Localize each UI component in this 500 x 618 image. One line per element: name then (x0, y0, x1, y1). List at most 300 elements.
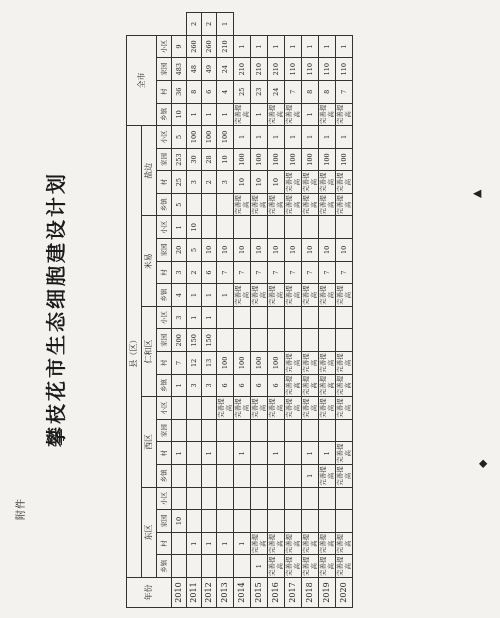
table-cell: 5 (172, 126, 187, 149)
table-row (234, 13, 251, 608)
table-cell (302, 510, 319, 533)
table-cell: 24 (268, 80, 285, 103)
table-cell: 100 (234, 352, 251, 375)
table-cell: 完善提高 (285, 172, 301, 192)
table-cell (172, 555, 187, 578)
table-cell (251, 487, 268, 510)
table-cell: 10 (217, 239, 234, 262)
table-cell (319, 329, 336, 352)
table-cell: 10 (336, 239, 353, 262)
plan-table (126, 12, 353, 608)
table-cell: 1 (268, 442, 285, 465)
table-cell (251, 510, 268, 533)
table-cell: 完善提高 (319, 104, 335, 125)
table-cell: 1 (251, 555, 268, 578)
table-cell (302, 487, 319, 510)
table-cell: 完善提高 (268, 104, 284, 125)
col-header: 乡镇 (157, 103, 172, 126)
table-cell: 9 (172, 35, 187, 58)
table-cell: 110 (285, 58, 302, 81)
table-cell: 4 (217, 80, 234, 103)
table-cell: 1 (202, 103, 217, 126)
table-cell: 完善提高 (302, 398, 318, 418)
table-cell: 7 (285, 261, 302, 284)
table-cell: 24 (217, 58, 234, 81)
table-cell (234, 487, 251, 510)
table-cell (172, 419, 187, 442)
table-cell: 1 (202, 442, 217, 465)
table-cell: 完善提高 (251, 194, 267, 215)
table-cell: 100 (217, 352, 234, 375)
table-cell: 2 (187, 13, 202, 36)
table-cell: 1 (187, 532, 202, 555)
table-cell: 完善提高 (336, 353, 352, 373)
year-cell: 2017 (285, 578, 302, 608)
table-cell: 6 (234, 374, 251, 397)
table-cell (319, 510, 336, 533)
year-cell: 2019 (319, 578, 336, 608)
table-cell (319, 487, 336, 510)
table-cell: 1 (217, 284, 234, 307)
scan-mark-2: ▲ (470, 189, 483, 198)
table-cell: 完善提高 (285, 533, 301, 554)
col-header: 村 (157, 171, 172, 194)
table-cell: 5 (187, 239, 202, 262)
table-row (251, 13, 268, 608)
table-cell: 150 (202, 329, 217, 352)
table-cell: 253 (172, 148, 187, 171)
table-cell (234, 306, 251, 329)
table-cell: 10 (251, 239, 268, 262)
table-cell: 完善提高 (319, 285, 335, 305)
table-cell: 210 (251, 58, 268, 81)
table-cell: 8 (319, 80, 336, 103)
table-cell: 完善提高 (336, 285, 352, 305)
col-header: 小区 (157, 397, 172, 420)
table-cell (285, 306, 302, 329)
table-row (285, 13, 302, 608)
table-cell: 1 (319, 35, 336, 58)
table-cell: 210 (234, 58, 251, 81)
table-cell: 8 (187, 80, 202, 103)
col-header: 村 (157, 442, 172, 465)
table-cell (234, 329, 251, 352)
table-cell: 完善提高 (251, 398, 267, 418)
table-cell: 10 (234, 239, 251, 262)
col-header: 小区 (157, 306, 172, 329)
table-cell: 1 (251, 103, 268, 126)
table-cell: 1 (302, 35, 319, 58)
table-cell: 完善提高 (302, 172, 318, 192)
table-cell: 完善提高 (319, 353, 335, 373)
table-cell: 7 (217, 261, 234, 284)
table-cell: 3 (172, 306, 187, 329)
table-cell: 100 (217, 126, 234, 149)
table-cell (187, 487, 202, 510)
table-cell: 48 (187, 58, 202, 81)
table-cell: 10 (302, 239, 319, 262)
table-cell: 1 (251, 35, 268, 58)
table-cell: 7 (302, 261, 319, 284)
table-cell (217, 510, 234, 533)
table-cell (217, 555, 234, 578)
table-cell (285, 329, 302, 352)
year-cell: 2011 (187, 578, 202, 608)
table-cell: 2 (202, 13, 217, 36)
table-cell: 6 (202, 80, 217, 103)
table-cell: 7 (251, 261, 268, 284)
table-cell: 1 (285, 35, 302, 58)
table-cell (217, 193, 234, 216)
table-cell (202, 397, 217, 420)
col-header: 家园 (157, 58, 172, 81)
table-cell (251, 216, 268, 239)
table-cell: 完善提高 (234, 104, 250, 125)
table-cell (202, 487, 217, 510)
table-cell: 完善提高 (268, 194, 284, 215)
table-cell: 100 (285, 148, 302, 171)
table-cell: 1 (202, 532, 217, 555)
table-row (187, 13, 202, 608)
table-cell: 10 (187, 216, 202, 239)
table-cell: 1 (234, 442, 251, 465)
col-header: 家园 (157, 419, 172, 442)
table-cell: 100 (234, 148, 251, 171)
table-cell: 7 (336, 261, 353, 284)
table-row (319, 13, 336, 608)
table-cell: 100 (202, 126, 217, 149)
table-cell (268, 487, 285, 510)
table-cell: 2 (187, 261, 202, 284)
table-cell: 13 (202, 352, 217, 375)
table-cell: 1 (285, 126, 302, 149)
table-cell: 完善提高 (336, 375, 352, 396)
table-cell (302, 329, 319, 352)
table-cell (285, 216, 302, 239)
table-cell: 1 (302, 103, 319, 126)
table-cell: 1 (202, 284, 217, 307)
col-header: 家园 (157, 510, 172, 533)
table-cell (336, 329, 353, 352)
table-cell: 100 (187, 126, 202, 149)
table-cell (268, 329, 285, 352)
table-cell: 完善提高 (336, 398, 352, 418)
table-cell: 1 (217, 103, 234, 126)
table-cell: 100 (268, 352, 285, 375)
table-cell (268, 419, 285, 442)
table-cell (217, 465, 234, 488)
table-cell (336, 306, 353, 329)
table-cell: 完善提高 (319, 398, 335, 418)
table-cell: 10 (217, 148, 234, 171)
table-cell: 1 (268, 126, 285, 149)
table-cell: 1 (187, 284, 202, 307)
table-cell: 完善提高 (234, 285, 250, 305)
table-cell: 210 (217, 35, 234, 58)
table-cell: 1 (172, 374, 187, 397)
table-cell: 150 (187, 329, 202, 352)
year-cell: 2014 (234, 578, 251, 608)
table-cell: 2 (202, 171, 217, 194)
table-cell (336, 216, 353, 239)
year-cell: 2016 (268, 578, 285, 608)
table-cell: 完善提高 (319, 533, 335, 554)
table-cell: 28 (202, 148, 217, 171)
table-cell: 100 (336, 148, 353, 171)
table-cell (217, 306, 234, 329)
col-header: 家园 (157, 329, 172, 352)
table-cell (217, 329, 234, 352)
table-cell (251, 442, 268, 465)
table-cell (202, 510, 217, 533)
header-row-county (127, 13, 142, 608)
table-cell: 10 (234, 171, 251, 194)
table-cell: 30 (187, 148, 202, 171)
table-cell: 完善提高 (336, 533, 352, 554)
table-row (217, 13, 234, 608)
table-cell: 完善提高 (268, 556, 284, 576)
table-cell (217, 442, 234, 465)
table-cell: 1 (251, 126, 268, 149)
table-cell (251, 465, 268, 488)
col-header: 村 (157, 352, 172, 375)
year-cell: 2010 (172, 578, 187, 608)
table-cell (268, 465, 285, 488)
table-cell: 完善提高 (319, 466, 335, 486)
table-cell: 完善提高 (268, 285, 284, 305)
table-cell: 100 (319, 148, 336, 171)
table-cell: 12 (187, 352, 202, 375)
region-header-all: 全市 (127, 35, 157, 125)
table-cell (234, 555, 251, 578)
table-cell: 8 (302, 80, 319, 103)
table-cell: 4 (172, 284, 187, 307)
header-row-columns (157, 13, 172, 608)
page-title: 攀枝花市生态细胞建设计划 (44, 171, 68, 447)
table-cell (285, 465, 302, 488)
table-cell: 10 (319, 239, 336, 262)
table-cell (187, 465, 202, 488)
year-cell: 2015 (251, 578, 268, 608)
table-cell: 1 (234, 532, 251, 555)
table-cell (234, 510, 251, 533)
table-cell: 完善提高 (319, 375, 335, 396)
table-cell (172, 532, 187, 555)
table-cell: 6 (268, 374, 285, 397)
table-cell: 完善提高 (268, 533, 284, 554)
table-cell (234, 216, 251, 239)
table-cell: 1 (319, 442, 336, 465)
col-header: 村 (157, 532, 172, 555)
table-cell: 1 (217, 532, 234, 555)
table-cell: 完善提高 (285, 104, 301, 125)
table-cell: 1 (187, 306, 202, 329)
table-cell: 1 (172, 442, 187, 465)
table-cell (319, 306, 336, 329)
col-header: 村 (157, 80, 172, 103)
col-header: 乡镇 (157, 465, 172, 488)
table-cell: 10 (251, 171, 268, 194)
table-row (302, 13, 319, 608)
table-cell (202, 193, 217, 216)
table-cell: 1 (336, 35, 353, 58)
table-cell: 210 (268, 58, 285, 81)
table-cell (336, 487, 353, 510)
table-cell: 完善提高 (302, 353, 318, 373)
table-cell: 5 (172, 193, 187, 216)
table-cell: 3 (187, 374, 202, 397)
table-cell (285, 419, 302, 442)
table-cell: 完善提高 (234, 398, 250, 418)
table-cell (217, 216, 234, 239)
table-cell: 100 (251, 148, 268, 171)
table-cell (172, 465, 187, 488)
table-cell: 7 (234, 261, 251, 284)
year-header: 年份 (127, 578, 172, 608)
table-cell: 1 (302, 442, 319, 465)
table-cell: 3 (187, 171, 202, 194)
table-cell (187, 193, 202, 216)
table-cell: 完善提高 (302, 556, 318, 576)
year-cell: 2020 (336, 578, 353, 608)
table-cell: 36 (172, 80, 187, 103)
table-cell: 1 (268, 35, 285, 58)
table-row (202, 13, 217, 608)
table-cell: 完善提高 (319, 194, 335, 215)
table-cell: 完善提高 (336, 172, 352, 192)
table-cell: 7 (319, 261, 336, 284)
table-cell: 3 (217, 171, 234, 194)
table-cell: 483 (172, 58, 187, 81)
table-cell (251, 419, 268, 442)
table-cell: 完善提高 (251, 285, 267, 305)
table-cell: 3 (172, 261, 187, 284)
table-cell (302, 216, 319, 239)
year-cell: 2018 (302, 578, 319, 608)
table-cell: 7 (285, 80, 302, 103)
col-header: 家园 (157, 239, 172, 262)
table-cell (251, 306, 268, 329)
table-cell: 完善提高 (302, 533, 318, 554)
table-row (268, 13, 285, 608)
col-header: 小区 (157, 126, 172, 149)
table-cell (285, 442, 302, 465)
table-cell (336, 510, 353, 533)
table-cell: 1 (172, 216, 187, 239)
table-cell (187, 510, 202, 533)
table-cell: 110 (336, 58, 353, 81)
table-cell (202, 465, 217, 488)
table-cell: 7 (172, 352, 187, 375)
table-cell: 3 (202, 374, 217, 397)
table-cell: 1 (302, 126, 319, 149)
col-header: 小区 (157, 487, 172, 510)
table-cell (187, 442, 202, 465)
table-cell: 110 (319, 58, 336, 81)
table-cell: 完善提高 (336, 104, 352, 125)
table-cell: 100 (302, 148, 319, 171)
table-cell (251, 329, 268, 352)
table-cell: 6 (251, 374, 268, 397)
table-cell: 完善提高 (285, 398, 301, 418)
region-header-miyi: 米易 (142, 216, 157, 306)
table-cell: 110 (302, 58, 319, 81)
table-cell (285, 510, 302, 533)
table-cell: 完善提高 (285, 194, 301, 215)
col-header: 村 (157, 261, 172, 284)
table-cell: 7 (268, 261, 285, 284)
table-cell: 完善提高 (319, 556, 335, 576)
table-cell: 完善提高 (268, 398, 284, 418)
table-cell (234, 465, 251, 488)
year-cell: 2013 (217, 578, 234, 608)
col-header: 小区 (157, 35, 172, 58)
table-cell: 10 (172, 103, 187, 126)
table-cell: 10 (172, 510, 187, 533)
table-cell: 完善提高 (285, 556, 301, 576)
table-cell: 1 (234, 35, 251, 58)
table-cell: 1 (319, 126, 336, 149)
table-row (172, 13, 187, 608)
table-cell (187, 555, 202, 578)
table-cell: 6 (202, 261, 217, 284)
table-cell: 25 (234, 80, 251, 103)
table-row (336, 13, 353, 608)
table-cell: 1 (336, 126, 353, 149)
table-cell: 完善提高 (336, 556, 352, 576)
table-cell: 完善提高 (336, 194, 352, 215)
table-cell: 1 (217, 13, 234, 36)
col-header: 乡镇 (157, 374, 172, 397)
table-cell (336, 419, 353, 442)
region-header-xi: 西区 (142, 397, 157, 487)
region-header-dong: 东区 (142, 487, 157, 577)
scan-mark-1: ◆ (476, 459, 489, 468)
table-cell: 200 (172, 329, 187, 352)
col-header: 乡镇 (157, 193, 172, 216)
table-cell: 10 (268, 171, 285, 194)
table-cell (234, 419, 251, 442)
table-cell (217, 419, 234, 442)
table-cell: 20 (172, 239, 187, 262)
table-cell (268, 306, 285, 329)
table-cell (319, 419, 336, 442)
table-cell: 完善提高 (319, 172, 335, 192)
col-header: 乡镇 (157, 555, 172, 578)
table-cell: 260 (187, 35, 202, 58)
table-cell: 25 (172, 171, 187, 194)
table-cell: 10 (268, 239, 285, 262)
county-header: 县（区） (127, 126, 142, 578)
table-cell (187, 419, 202, 442)
table-cell: 10 (202, 239, 217, 262)
table-cell: 7 (336, 80, 353, 103)
table-cell: 完善提高 (217, 398, 233, 418)
table-cell (285, 487, 302, 510)
table-cell: 1 (302, 465, 319, 488)
table-cell: 23 (251, 80, 268, 103)
col-header: 小区 (157, 216, 172, 239)
table-cell (202, 419, 217, 442)
region-header-renhe: 仁和区 (142, 306, 157, 396)
table-cell: 完善提高 (285, 375, 301, 396)
attachment-label: 附件 (16, 498, 27, 520)
table-cell: 完善提高 (336, 466, 352, 486)
table-cell (302, 419, 319, 442)
table-cell: 完善提高 (285, 285, 301, 305)
table-cell: 完善提高 (336, 443, 352, 463)
table-cell: 100 (268, 148, 285, 171)
